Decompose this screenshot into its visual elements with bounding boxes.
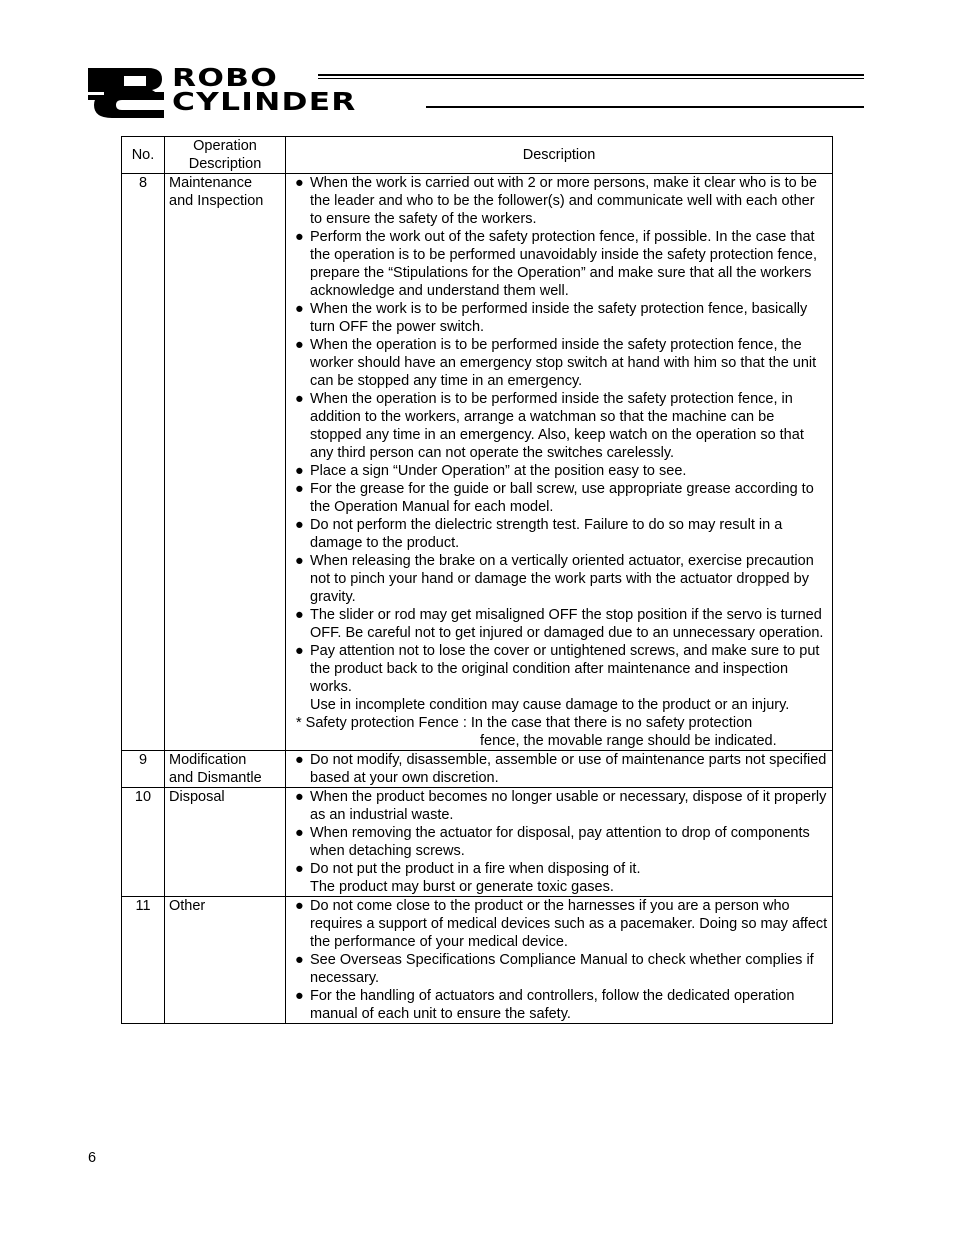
list-item-text: When releasing the brake on a vertically oriented actuator, exercise precaution not to pinch your hand or damage the work parts with the actuator dropped by gravity.	[310, 553, 814, 605]
list-item-text: When the operation is to be performed inside the safety protection fence, the worker should have an emergency stop switch at hand with him so that the unit can be stopped any time in an emergency.	[310, 337, 817, 389]
table-row	[122, 751, 833, 788]
table-row	[122, 897, 833, 1024]
row-operation	[165, 751, 286, 788]
list-item	[295, 606, 828, 642]
bullet-list	[290, 897, 828, 1023]
header-rule-bottom	[426, 106, 864, 108]
brand-line-robo: ROBO	[172, 63, 279, 92]
footnote-continued: fence, the movable range should be indicated.	[480, 733, 777, 749]
list-item	[295, 642, 828, 714]
bullet-icon: ●	[295, 301, 304, 317]
bullet-icon: ●	[295, 337, 304, 353]
row-number: 8	[122, 174, 165, 751]
row-description	[286, 174, 833, 751]
list-item	[295, 824, 828, 860]
bullet-icon: ●	[295, 861, 304, 877]
footnote: * Safety protection Fence : In the case that there is no safety protection	[296, 715, 753, 731]
row-operation	[165, 788, 286, 897]
bullet-icon: ●	[295, 988, 304, 1004]
operation-line: Modification	[169, 752, 247, 768]
operation-line: Other	[169, 898, 206, 914]
rc-logo-icon	[86, 66, 166, 118]
list-item	[295, 552, 828, 606]
list-item-text: See Overseas Specifications Compliance Manual to check whether complies if necessary.	[310, 952, 814, 986]
list-item-text: For the handling of actuators and controllers, follow the dedicated operation manual of each unit to ensure the safety.	[310, 988, 795, 1022]
list-item	[295, 951, 828, 987]
bullet-icon: ●	[295, 825, 304, 841]
list-item	[295, 300, 828, 336]
list-item-text: Place a sign “Under Operation” at the position easy to see.	[310, 463, 687, 479]
bullet-icon: ●	[295, 607, 304, 623]
bullet-icon: ●	[295, 463, 304, 479]
bullet-list	[290, 788, 828, 896]
header-operation-line2: Description	[188, 156, 262, 172]
brand-line-cylinder: CYLINDER	[172, 87, 357, 116]
header-operation	[165, 137, 286, 174]
safety-precautions-table	[121, 136, 833, 1024]
bullet-icon: ●	[295, 789, 304, 805]
list-item-text: When the product becomes no longer usable or necessary, dispose of it properly as an industrial waste.	[310, 789, 827, 823]
row-description	[286, 897, 833, 1024]
table-row	[122, 788, 833, 897]
bullet-icon: ●	[295, 517, 304, 533]
list-item-note: The product may burst or generate toxic gases.	[310, 879, 614, 895]
list-item-text: Do not modify, disassemble, assemble or use of maintenance parts not specified based at your own discretion.	[310, 752, 827, 786]
brand-name	[172, 63, 357, 116]
list-item-text: Do not put the product in a fire when disposing of it.	[310, 861, 641, 877]
header-operation-line1: Operation	[193, 138, 257, 154]
list-item	[295, 174, 828, 228]
bullet-icon: ●	[295, 952, 304, 968]
list-item-text: Pay attention not to lose the cover or untightened screws, and make sure to put the product back to the original condition after maintenance and inspection works.	[310, 643, 820, 695]
list-item-text: For the grease for the guide or ball screw, use appropriate grease according to the Operation Manual for each model.	[310, 481, 814, 515]
list-item	[295, 860, 828, 896]
operation-line: and Dismantle	[169, 770, 262, 786]
operation-line: Disposal	[169, 789, 225, 805]
bullet-icon: ●	[295, 643, 304, 659]
list-item	[295, 516, 828, 552]
list-item	[295, 788, 828, 824]
list-item	[295, 987, 828, 1023]
bullet-list	[290, 174, 828, 714]
list-item-text: When the work is carried out with 2 or more persons, make it clear who is to be the leader and who to be the follower(s) and communicate well with each other to ensure the safety of the workers.	[310, 175, 817, 227]
list-item-text: When the work is to be performed inside the safety protection fence, basically turn OFF the power switch.	[310, 301, 808, 335]
bullet-icon: ●	[295, 752, 304, 768]
bullet-icon: ●	[295, 898, 304, 914]
list-item-text: When removing the actuator for disposal, pay attention to drop of components when detaching screws.	[310, 825, 810, 859]
list-item-text: The slider or rod may get misaligned OFF the stop position if the servo is turned OFF. Be careful not to get injured or damaged due to an unnecessary operation.	[310, 607, 824, 641]
header-description: Description	[286, 137, 833, 174]
list-item	[295, 336, 828, 390]
list-item	[295, 228, 828, 300]
list-item-text: Do not come close to the product or the harnesses if you are a person who requires a support of medical devices such as a pacemaker. Doing so may affect the performance of your medical device.	[310, 898, 828, 950]
list-item-text: Perform the work out of the safety protection fence, if possible. In the case that the operation is to be performed unavoidably inside the safety protection fence, prepare the “Stipulations for the Operation” and make sure that all the workers acknowledge and understand them well.	[310, 229, 818, 299]
operation-line: and Inspection	[169, 193, 264, 209]
table-row	[122, 174, 833, 751]
list-item-text: When the operation is to be performed inside the safety protection fence, in addition to the workers, arrange a watchman so that the machine can be stopped any time in an emergency. Also, keep watch on the operation so that any third person can not operate the switches carelessly.	[310, 391, 804, 461]
list-item-note: Use in incomplete condition may cause damage to the product or an injury.	[310, 697, 790, 713]
header-rule-top	[318, 74, 864, 76]
bullet-icon: ●	[295, 553, 304, 569]
list-item	[295, 480, 828, 516]
row-description	[286, 788, 833, 897]
header-rule-top-thin	[318, 78, 864, 79]
list-item	[295, 390, 828, 462]
list-item	[295, 897, 828, 951]
row-operation	[165, 174, 286, 751]
header-no: No.	[122, 137, 165, 174]
bullet-icon: ●	[295, 481, 304, 497]
page-header	[86, 63, 866, 122]
bullet-list	[290, 751, 828, 787]
list-item	[295, 751, 828, 787]
row-number: 11	[122, 897, 165, 1024]
row-description	[286, 751, 833, 788]
row-number: 9	[122, 751, 165, 788]
operation-line: Maintenance	[169, 175, 253, 191]
list-item-text: Do not perform the dielectric strength test. Failure to do so may result in a damage to the product.	[310, 517, 783, 551]
page-number: 6	[88, 1150, 97, 1166]
bullet-icon: ●	[295, 229, 304, 245]
list-item	[295, 462, 828, 480]
row-operation	[165, 897, 286, 1024]
bullet-icon: ●	[295, 391, 304, 407]
table-header-row	[122, 137, 833, 174]
bullet-icon: ●	[295, 175, 304, 191]
row-number: 10	[122, 788, 165, 897]
